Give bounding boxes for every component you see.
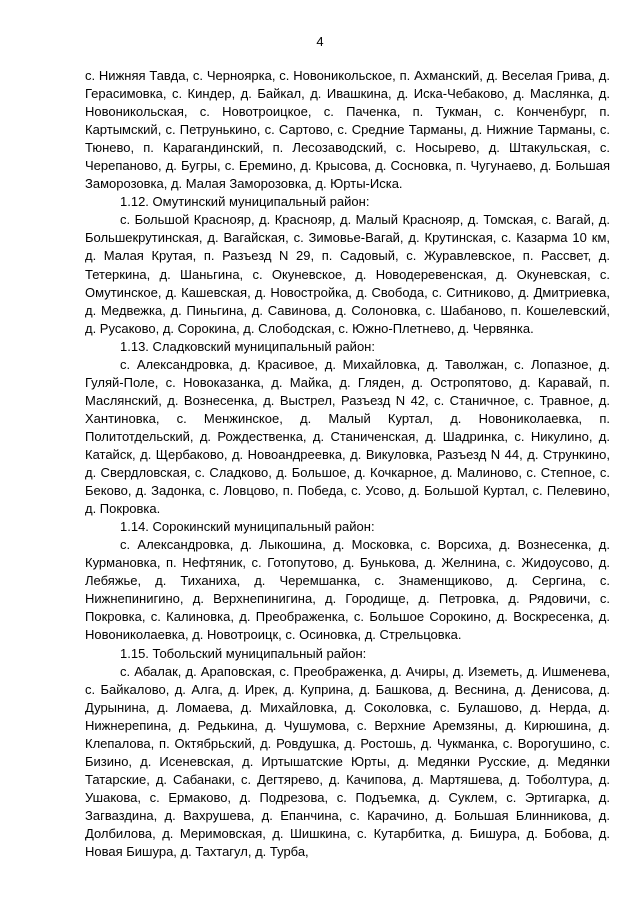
section-heading-sorokinsky: 1.14. Сорокинский муниципальный район: (120, 519, 375, 535)
document-body (85, 67, 610, 861)
paragraph-nizhnetavdinsky-continuation: с. Нижняя Тавда, с. Черноярка, с. Новоникольское, п. Ахманский, д. Веселая Грива, д. Герасимовка, с. Киндер, д. Байкал, д. Ивашкина, д. Иска-Чебаково, д. Маслянка, д. Новоникольская, с. Новотроицкое, с. Паченка, п. Тукман, с. Конченбург, п. Картымский, с. Петрунькино, с. Сартово, с. Средние Тарманы, д. Нижние Тарманы, с. Тюнево, п. Карагандинский, п. Лесозаводский, с. Носырево, д. Штакульская, с. Черепаново, д. Бугры, с. Еремино, д. Крысова, д. Сосновка, п. Чугунаево, д. Большая Заморозовка, д. Малая Заморозовка, д. Юрты-Иска. (85, 68, 610, 192)
section-heading-sladkovsky: 1.13. Сладковский муниципальный район: (120, 338, 375, 354)
section-heading-omutinsky: 1.12. Омутинский муниципальный район: (120, 194, 370, 210)
page-number: 4 (316, 34, 324, 49)
paragraph-sladkovsky-settlements: с. Александровка, д. Красивое, д. Михайловка, д. Таволжан, с. Лопазное, д. Гуляй-Поле, с. Новоказанка, д. Майка, д. Гляден, д. Остропятово, д. Каравай, п. Маслянский, д. Вознесенка, д. Выстрел, Разъезд N 42, с. Станичное, с. Травное, д. Хантиновка, с. Менжинское, д. Малый Куртал, д. Новониколаевка, п. Политотдельский, д. Рождественка, д. Станиченская, д. Шадринка, с. Никулино, д. Катайск, д. Щербаково, д. Новоандреевка, д. Викуловка, Разъезд N 44, д. Стрункино, д. Свердловская, с. Сладково, д. Большое, д. Кочкарное, д. Малиново, с. Степное, с. Беково, д. Задонка, с. Ловцово, п. Победа, с. Усово, д. Большой Куртал, с. Пелевино, д. Покровка. (85, 356, 610, 517)
paragraph-omutinsky-settlements: с. Большой Краснояр, д. Краснояр, д. Малый Краснояр, д. Томская, с. Вагай, д. Большекрутинская, д. Вагайская, с. Зимовье-Вагай, д. Крутинская, с. Казарма 10 км, д. Малая Крутая, п. Разъезд N 29, п. Садовый, с. Журавлевское, п. Рассвет, д. Тетеркина, д. Шаньгина, с. Окуневское, д. Новодеревенская, д. Окуневская, с. Омутинское, д. Кашевская, д. Новостройка, д. Свобода, с. Ситниково, д. Дмитриевка, д. Медвежка, д. Пиньгина, д. Савинова, д. Солоновка, с. Шабаново, п. Кошелевский, д. Русаково, д. Сорокина, д. Слободская, с. Южно-Плетнево, д. Червянка. (85, 212, 610, 336)
paragraph-sorokinsky-settlements: с. Александровка, д. Лыкошина, д. Московка, с. Ворсиха, д. Вознесенка, д. Курмановка, п. Нефтяник, с. Готопутово, д. Бунькова, д. Желнина, с. Жидоусово, д. Лебяжье, д. Тиханиха, д. Черемшанка, с. Знаменщиково, д. Сергина, с. Нижнепинигино, д. Верхнепинигина, д. Городище, д. Петровка, д. Рядовичи, с. Покровка, с. Калиновка, д. Преображенка, с. Большое Сорокино, д. Воскресенка, д. Новониколаевка, д. Новотроицк, с. Осиновка, д. Стрельцовка. (85, 537, 610, 643)
section-heading-tobolsky: 1.15. Тобольский муниципальный район: (120, 645, 367, 661)
paragraph-tobolsky-settlements: с. Абалак, д. Араповская, с. Преображенка, д. Ачиры, д. Иземеть, д. Ишменева, с. Байкалово, д. Алга, д. Ирек, д. Куприна, д. Башкова, д. Веснина, д. Денисова, д. Дурынина, д. Ломаева, д. Михайловка, д. Соколовка, с. Булашово, д. Нерда, д. Нижнерепина, д. Редькина, д. Чушумова, с. Верхние Аремзяны, д. Кирюшина, д. Клепалова, п. Октябрьский, д. Ровдушка, д. Ростошь, д. Чукманка, с. Ворогушино, с. Бизино, д. Исеневская, д. Иртышатские Юрты, д. Медянки Русские, д. Медянки Татарские, д. Сабанаки, с. Дегтярево, д. Качипова, д. Мартяшева, д. Тоболтура, д. Ушакова, с. Ермаково, д. Подрезова, с. Подъемка, д. Суклем, с. Эртигарка, д. Загваздина, д. Вахрушева, д. Епанчина, с. Карачино, д. Большая Блинникова, д. Долбилова, д. Меримовская, д. Шишкина, с. Кутарбитка, д. Бишура, д. Бобова, д. Новая Бишура, д. Тахтагул, д. Турба, (85, 663, 610, 860)
